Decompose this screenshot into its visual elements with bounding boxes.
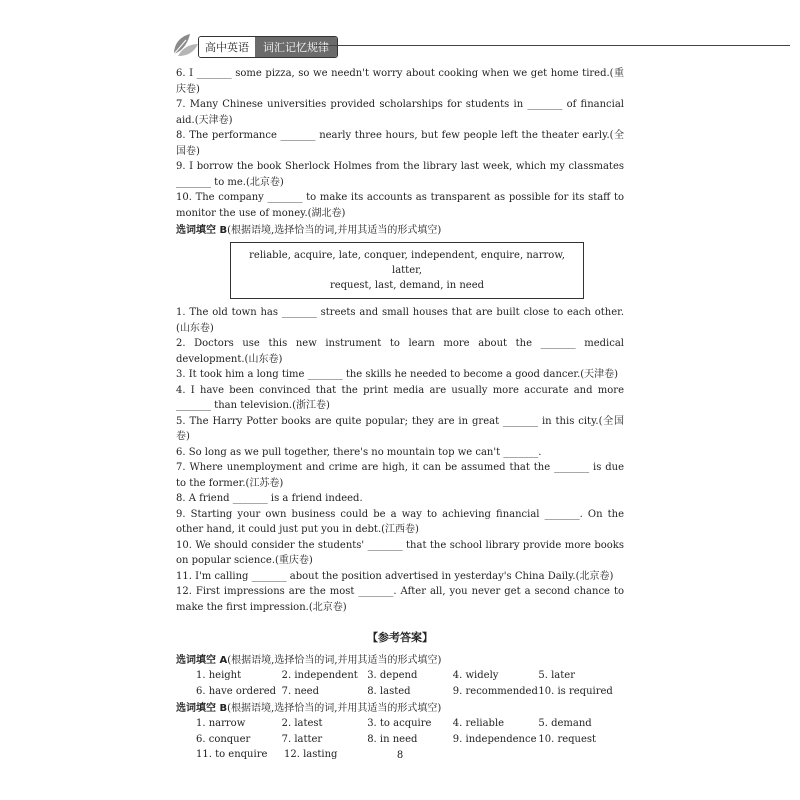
answers-title: 【参考答案】: [367, 631, 433, 644]
answer-item: 3. to acquire: [367, 718, 432, 729]
question-text: 3. It took him a long time _______ the skills he needed to become a good dancer.(天津卷): [176, 369, 619, 380]
word-bank-line: request, last, demand, in need: [329, 280, 485, 291]
answer-item: 7. latter: [281, 733, 323, 745]
answers-a-heading: [176, 653, 624, 668]
question-text: 12. First impressions are the most _______. After all, you never get a second chance to make the first impression.(北京卷): [176, 586, 624, 613]
answer-item: 2. independent: [281, 670, 358, 681]
answer-item: 1. height: [196, 670, 242, 681]
header-title-box: [198, 36, 338, 58]
answer-row: [176, 732, 624, 748]
answers-a-title: 选词填空 A: [176, 655, 228, 666]
answers-a-note: (根据语境,选择恰当的词,并用其适当的形式填空): [227, 655, 442, 666]
answer-item: 5. demand: [538, 718, 592, 729]
section-b-questions: [176, 305, 624, 615]
question-text: 8. The performance _______ nearly three hours, but few people left the theater early.(全国卷): [176, 130, 624, 157]
question-text: 7. Many Chinese universities provided scholarships for students in _______ of financial aid.(天津卷): [176, 99, 624, 126]
answer-item: 11. to enquire: [196, 749, 268, 760]
answer-item: 4. reliable: [452, 718, 505, 729]
question-text: 7. Where unemployment and crime are high, it can be assumed that the _______ is due to the former.(江苏卷): [176, 462, 624, 489]
answer-row: [176, 716, 624, 732]
question-text: 9. Starting your own business could be a way to achieving financial _______. On the other hand, it could just put you in debt.(江西卷): [176, 508, 624, 535]
question-text: 9. I borrow the book Sherlock Holmes from the library last week, which my classmates _______ to me.(北京卷): [176, 161, 624, 188]
section-b-note: (根据语境,选择恰当的词,并用其适当的形式填空): [227, 225, 442, 236]
word-bank-box: [230, 242, 584, 299]
section-a-questions: [176, 66, 624, 221]
question-text: 10. We should consider the students' _______ that the school library provide more books on popular science.(重庆卷): [176, 539, 624, 566]
answer-item: 5. later: [538, 670, 575, 681]
answer-item: 3. depend: [367, 670, 418, 681]
leaf-logo-icon: [168, 28, 202, 62]
question-text: 5. The Harry Potter books are quite popular; they are in great _______ in this city.(全国卷): [176, 415, 624, 442]
question-text: 10. The company _______ to make its accounts as transparent as possible for its staff to monitor the use of money.(湖北卷): [176, 192, 624, 219]
page-header: [168, 28, 800, 62]
answer-item: 9. recommended: [452, 685, 538, 697]
question-text: 4. I have been convinced that the print media are usually more accurate and more _______ than television.(浙江卷): [176, 384, 624, 411]
answer-item: 4. widely: [452, 670, 499, 681]
answers-b-title: 选词填空 B: [176, 703, 228, 714]
section-b-title: 选词填空 B: [176, 225, 228, 236]
question-text: 11. I'm calling _______ about the position advertised in yesterday's China Daily.(北京卷): [176, 570, 614, 582]
answer-item: 6. have ordered: [196, 685, 277, 697]
answer-item: 7. need: [281, 685, 319, 697]
answer-item: 1. narrow: [196, 718, 246, 729]
answer-item: 2. latest: [281, 718, 323, 729]
answer-item: 8. in need: [367, 733, 418, 745]
page-number: 8: [396, 750, 404, 761]
question-text: 8. A friend _______ is a friend indeed.: [176, 493, 363, 504]
answers-b-note: (根据语境,选择恰当的词,并用其适当的形式填空): [227, 703, 442, 714]
question-text: 2. Doctors use this new instrument to learn more about the _______ medical development.(山东卷): [176, 338, 624, 365]
section-b-heading: [176, 223, 624, 238]
word-bank-line: reliable, acquire, late, conquer, independent, enquire, narrow, latter,: [249, 250, 565, 276]
answers-b-heading: [176, 701, 624, 716]
question-text: 6. So long as we pull together, there's no mountain top we can't _______.: [176, 446, 542, 458]
answer-item: 6. conquer: [196, 733, 251, 745]
answer-item: 8. lasted: [367, 685, 411, 697]
question-text: 1. The old town has _______ streets and small houses that are built close to each other.(山东卷): [176, 307, 624, 334]
header-rule: [314, 45, 790, 46]
header-subject: 高中英语: [199, 37, 255, 57]
answer-item: 9. independence: [452, 733, 537, 745]
answer-row: [176, 668, 624, 684]
answer-item: 10. is required: [538, 685, 613, 697]
answer-item: 10. request: [538, 733, 597, 745]
page-content: [176, 66, 624, 763]
answer-row: [176, 684, 624, 700]
header-topic: 词汇记忆规律: [255, 37, 337, 57]
question-text: 6. I _______ some pizza, so we needn't worry about cooking when we get home tired.(重庆卷): [176, 68, 624, 95]
answer-item: 12. lasting: [284, 749, 338, 760]
